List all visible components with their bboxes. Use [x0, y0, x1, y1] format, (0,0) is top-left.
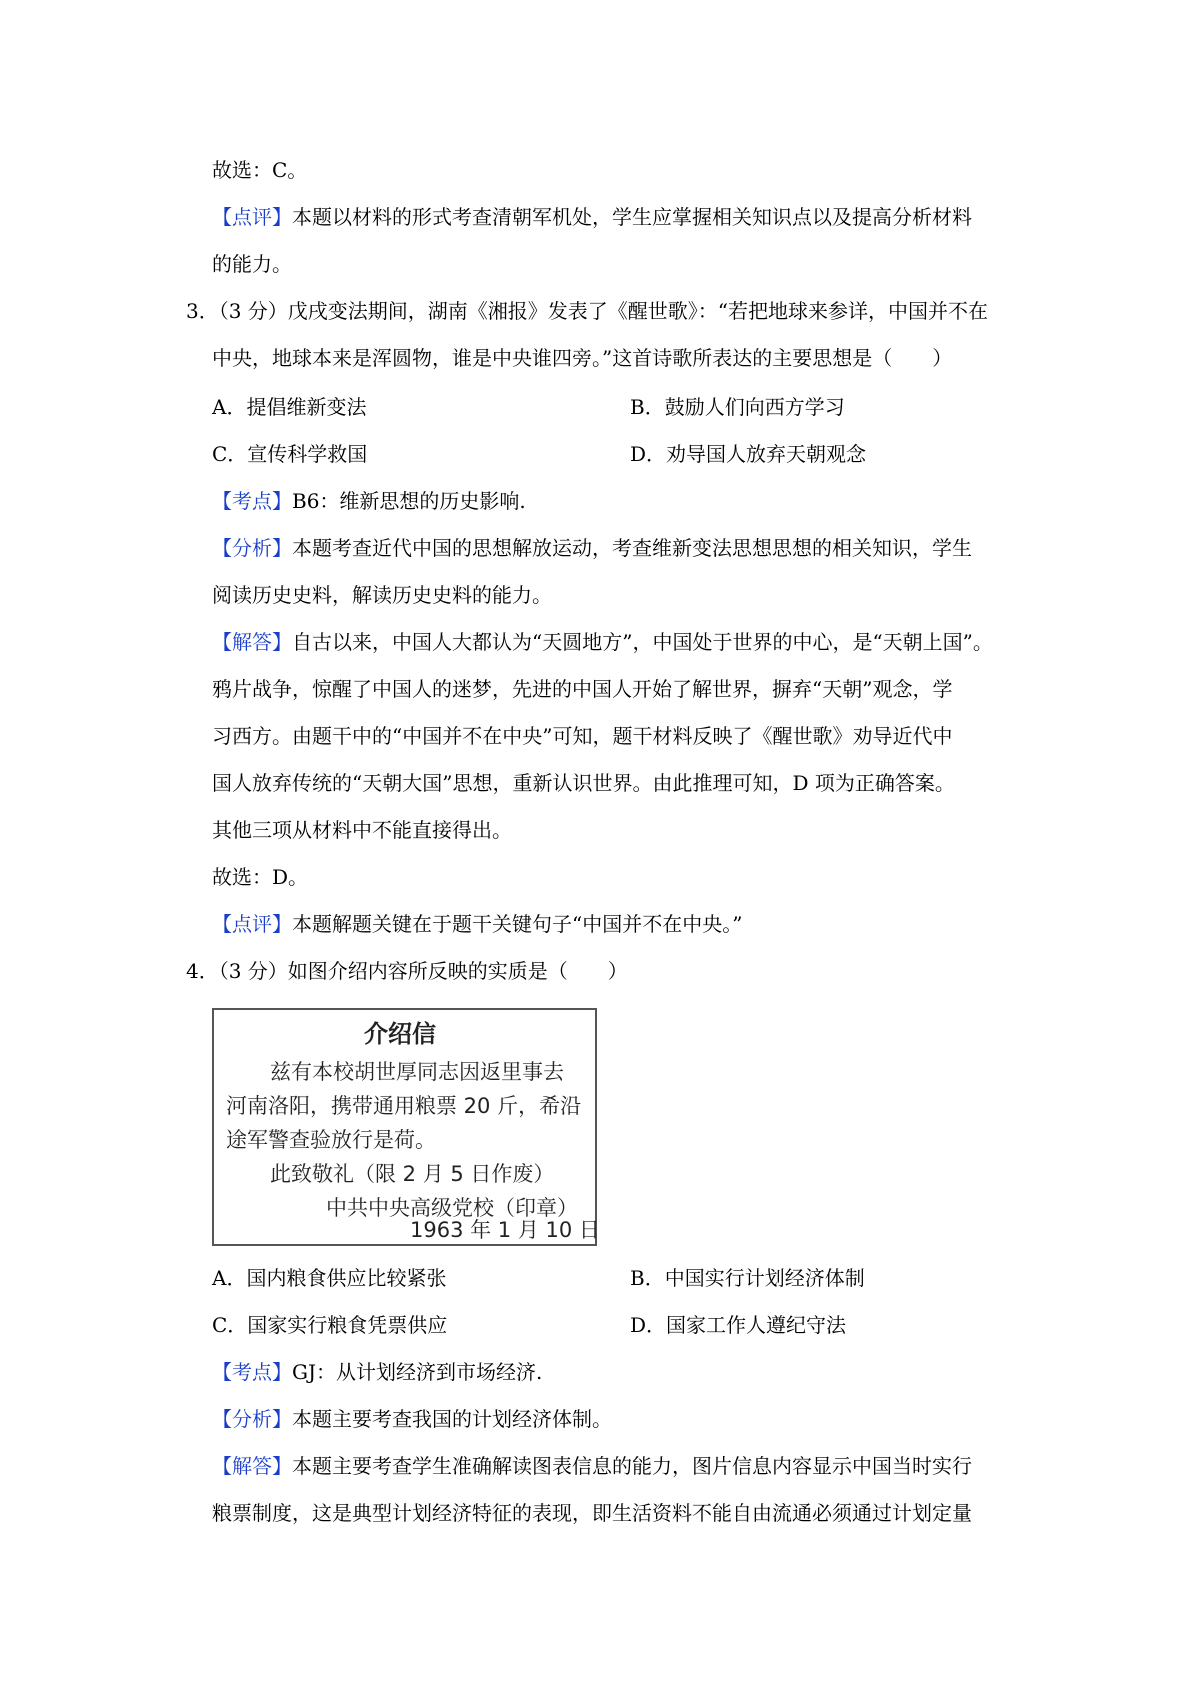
letter-title: 介绍信	[364, 1020, 436, 1048]
q2-comment	[212, 204, 972, 230]
q4-kaodian-text: GJ：从计划经济到市场经济.	[292, 1360, 543, 1384]
letter-line4: 此致敬礼（限 2 月 5 日作废）	[270, 1162, 555, 1186]
q2-comment-text: 本题以材料的形式考查清朝军机处，学生应掌握相关知识点以及提高分析材料	[292, 205, 972, 229]
q3-jieda-line5: 其他三项从材料中不能直接得出。	[212, 818, 512, 842]
q3-option-d: D．劝导国人放弃天朝观念	[630, 442, 867, 466]
q4-fenxi-text: 本题主要考查我国的计划经济体制。	[292, 1407, 612, 1431]
q3-fenxi-text: 本题考查近代中国的思想解放运动，考查维新变法思想思想的相关知识，学生	[292, 536, 972, 560]
q4-kaodian-tag: 【考点】	[212, 1360, 292, 1384]
q3-fenxi	[212, 535, 972, 561]
q3-fenxi-cont: 阅读历史史料，解读历史史料的能力。	[212, 583, 552, 607]
letter-date: 1963 年 1 月 10 日	[410, 1218, 600, 1242]
q3-kaodian-text: B6：维新思想的历史影响.	[292, 489, 526, 513]
q3-option-b: B．鼓励人们向西方学习	[630, 395, 845, 419]
q2-comment-tag: 【点评】	[212, 205, 292, 229]
introduction-letter-image	[212, 1008, 600, 1246]
q4-jieda-line2: 粮票制度，这是典型计划经济特征的表现，即生活资料不能自由流通必须通过计划定量	[212, 1501, 972, 1525]
q3-jieda-line4: 国人放弃传统的“天朝大国”思想，重新认识世界。由此推理可知，D 项为正确答案。	[212, 771, 955, 795]
q4-fenxi	[212, 1406, 612, 1432]
q2-answer: 故选：C。	[212, 158, 308, 182]
q4-stem: 4．（3 分）如图介绍内容所反映的实质是（ ）	[186, 959, 628, 983]
q3-kaodian	[212, 488, 526, 514]
q3-answer: 故选：D。	[212, 865, 309, 889]
q3-fenxi-tag: 【分析】	[212, 536, 292, 560]
q4-option-b: B．中国实行计划经济体制	[630, 1266, 865, 1290]
q3-jieda-line3: 习西方。由题干中的“中国并不在中央”可知，题干材料反映了《醒世歌》劝导近代中	[212, 724, 953, 748]
q3-jieda-text: 自古以来，中国人大都认为“天圆地方”，中国处于世界的中心，是“天朝上国”。	[292, 630, 993, 654]
letter-line1: 兹有本校胡世厚同志因返里事去	[270, 1060, 564, 1084]
q3-jieda	[212, 629, 993, 655]
q3-dianping-text: 本题解题关键在于题干关键句子“中国并不在中央。”	[292, 912, 743, 936]
q4-jieda	[212, 1453, 972, 1479]
q3-jieda-line2: 鸦片战争，惊醒了中国人的迷梦，先进的中国人开始了解世界，摒弃“天朝”观念，学	[212, 677, 953, 701]
q2-comment-cont: 的能力。	[212, 252, 292, 276]
q3-dianping-tag: 【点评】	[212, 912, 292, 936]
q4-option-c: C．国家实行粮食凭票供应	[212, 1313, 448, 1337]
q3-option-c: C．宣传科学救国	[212, 442, 368, 466]
q3-stem-line2: 中央，地球本来是浑圆物，谁是中央谁四旁。”这首诗歌所表达的主要思想是（ ）	[212, 346, 953, 370]
q4-option-a: A．国内粮食供应比较紧张	[212, 1266, 447, 1290]
letter-line2: 河南洛阳，携带通用粮票 20 斤，希沿	[226, 1094, 582, 1118]
q4-jieda-tag: 【解答】	[212, 1454, 292, 1478]
q3-jieda-tag: 【解答】	[212, 630, 292, 654]
q3-option-a: A．提倡维新变法	[212, 395, 367, 419]
q3-stem-line1: 3．（3 分）戊戌变法期间，湖南《湘报》发表了《醒世歌》：“若把地球来参详，中国并不在	[186, 299, 989, 323]
letter-line3: 途军警查验放行是荷。	[226, 1128, 436, 1152]
q4-jieda-text: 本题主要考查学生准确解读图表信息的能力，图片信息内容显示中国当时实行	[292, 1454, 972, 1478]
q3-dianping	[212, 911, 742, 937]
q4-option-d: D．国家工作人遵纪守法	[630, 1313, 847, 1337]
q3-kaodian-tag: 【考点】	[212, 489, 292, 513]
q4-kaodian	[212, 1359, 542, 1385]
letter-line5: 中共中央高级党校（印章）	[326, 1196, 578, 1220]
q4-fenxi-tag: 【分析】	[212, 1407, 292, 1431]
